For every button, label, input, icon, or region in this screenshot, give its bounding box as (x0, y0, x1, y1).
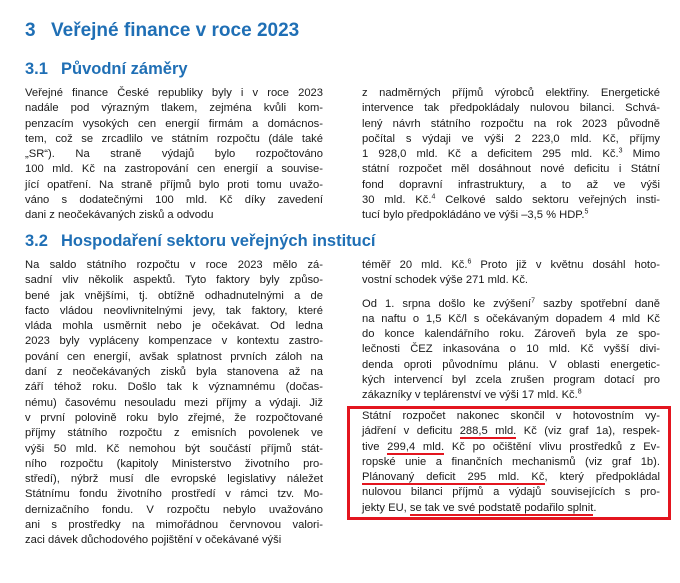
text-line: 2023 byly vypláceny kompenzace v kontextu zastro- (25, 335, 323, 348)
text-line: nadále pod výrazným tlakem, zejména kvůli kom- (25, 102, 323, 115)
text-line: tem, což se zrcadlilo ve státním rozpočtu (dále také (25, 132, 323, 145)
subsection-number: 3.2 (25, 232, 48, 250)
text-line: vláda mohla usměrnit nebo je očekávat. Od ledna (25, 320, 323, 333)
text-line: lečnosti ČEZ inkasována o 10 mld. Kč vyšší divi- (362, 343, 660, 356)
text-line: daní z neočekávaných zisků byla stanovena až na (25, 366, 323, 379)
sub2-left-column (25, 258, 323, 549)
text-line: Na saldo státního rozpočtu v roce 2023 mělo zá- (25, 259, 323, 271)
text-line: váno s dodatečnými 100 mld. Kč díky zavedení (25, 194, 323, 207)
text-line: ního rozpočtu (kapitoly Ministerstvo životního pro- (25, 457, 323, 470)
text-line: Státnímu fondu životního prostředí v rámci tzv. Mo- (25, 488, 323, 501)
section-number: 3 (25, 20, 36, 41)
text-line: Veřejné finance České republiky byly i v roce 2023 (25, 87, 323, 99)
text-line: počítal s výdaji ve výši 2 223,0 mld. Kč, příjmy (362, 132, 660, 145)
section-title: Veřejné finance v roce 2023 (51, 20, 300, 41)
text-line: dernizačního fondu. V rozpočtu nebylo uvažováno (25, 503, 323, 516)
text-line: státní rozpočet měl dosáhnout nové deficitu i Státní (362, 163, 660, 176)
footnote-ref: 4 (431, 193, 436, 201)
text-line: intervence tak předpokládaly nulovou bilanci. Schvá- (362, 102, 660, 115)
underlined-conclusion: se tak ve své podstatě podařilo splnit (409, 501, 594, 514)
text-line: pování cen energií, avšak splatnost prvních záloh na (25, 350, 323, 363)
text-line: 1 928,0 mld. Kč a deficitem 295 mld. Kč.$^3$ Mimo (362, 147, 660, 161)
text-line: sadní vliv několik aspektů. Tyto faktory byly způso- (25, 274, 323, 287)
text-line: „SR“). Na straně výdajů bylo rozpočtováno (25, 148, 323, 161)
text-line: denda oproti původnímu plánu. V oblasti energetic- (362, 358, 660, 371)
subsection-number: 3.1 (25, 60, 48, 78)
footnote-ref: 3 (618, 147, 623, 155)
text-line: lený návrh státního rozpočtu na rok 2023 původně (362, 117, 660, 130)
text-line: příjmy státního rozpočtu z emisních povolenek ve (25, 427, 323, 440)
footnote-ref: 7 (531, 296, 535, 304)
text-line: nulovou bilanci příjmů a výdajů souvisejících s pro- (362, 486, 660, 499)
text-line: na naftu o 1,5 Kč/l s očekávaným dopadem 4 mld Kč (362, 312, 660, 325)
sub1-right-column (362, 86, 660, 224)
subsection-heading-2 (25, 232, 376, 251)
text-line: bené jak vnějšími, tj. obtížně odhadnutelnými a de (25, 289, 323, 302)
text-line: kých intervencí byl zcela zrušen program dotací pro (362, 374, 660, 387)
text-line: Státní rozpočet nakonec skončil v hotovostním vy- (362, 410, 660, 422)
text-line: z nadměrných příjmů výrobců elektřiny. Energetické (362, 87, 660, 99)
underlined-deficit-cash: 288,5 mld. (459, 425, 517, 438)
section-heading (25, 20, 299, 42)
text-line: ani s prostředky na mimořádnou červnovou valori- (25, 519, 323, 532)
text-line: v první polovině roku bylo zřejmé, že rozpočtované (25, 411, 323, 424)
highlight-box (347, 406, 671, 520)
text-line: středí), nýbrž musí dle evropské legislativy náležet (25, 473, 323, 486)
text-line: jádření v deficitu 288,5 mld. Kč (viz graf 1a), respek- (362, 425, 660, 438)
text-line: tucí bylo předpokládáno ve výši –3,5 % HDP.$^5$ (362, 208, 589, 222)
text-line: výši 50 mld. Kč nemohou být součástí příjmů stát- (25, 442, 323, 455)
sub1-left-column (25, 86, 323, 224)
text-line: nému) časovému nesouladu mezi příjmy a výdaji. Již (25, 396, 323, 409)
text-line: jící opatření. Na straně příjmů bylo proti tomu uvažo- (25, 178, 323, 191)
footnote-ref: 8 (577, 388, 582, 396)
text-line: Plánovaný deficit 295 mld. Kč, který předpokládal (362, 471, 660, 484)
text-line: penzacím vysokých cen energií firmám a domácnos- (25, 117, 323, 130)
subsection-title: Původní záměry (61, 60, 188, 78)
text-line: zaci dávek důchodového pojištění v očekávané výši (25, 534, 282, 547)
text-line: 100 mld. Kč na zastropování cen energií a souvise- (25, 163, 323, 176)
footnote-ref: 6 (467, 258, 472, 266)
underlined-planned-deficit: Plánovaný deficit 295 mld. Kč (362, 471, 545, 484)
text-line: fond dopravní infrastruktury, a to až ve výši (362, 178, 660, 191)
sub2-right-column (362, 258, 660, 404)
text-line: Od 1. srpna došlo ke zvýšení$^7$ sazby spotřební daně (362, 296, 660, 310)
subsection-title: Hospodaření sektoru veřejných institucí (61, 232, 376, 250)
text-line: vostní schodek výše 271 mld. Kč. (362, 274, 529, 287)
subsection-heading-1 (25, 60, 188, 79)
text-line: dani z neočekávaných zisků a odvodu (25, 209, 214, 222)
text-line: tive 299,4 mld. Kč po očištění vlivu prostředků z Ev- (362, 440, 660, 453)
text-line: zákazníky v teplárenství ve výši 17 mld. Kč.$^8$ (362, 388, 582, 402)
text-line: facto vládou neovlivnitelnými jevy, tak faktory, které (25, 304, 323, 317)
text-line: do konce kalendářního roku. Zároveň byla ze spo- (362, 328, 660, 341)
text-line: jekty EU, se tak ve své podstatě podařilo splnit. (362, 501, 597, 514)
footnote-ref: 5 (584, 208, 589, 216)
text-line: září téhož roku. Došlo tak k významnému (dočas- (25, 381, 323, 394)
text-line: 30 mld. Kč.$^4$ Celkové saldo sektoru veřejných insti- (362, 193, 660, 207)
text-line: téměř 20 mld. Kč.$^6$ Proto již v květnu dosáhl hoto- (362, 258, 660, 271)
underlined-deficit-adjusted: 299,4 mld. (387, 440, 445, 453)
text-line: ropské unie a finančních mechanismů (viz graf 1b). (362, 455, 660, 468)
